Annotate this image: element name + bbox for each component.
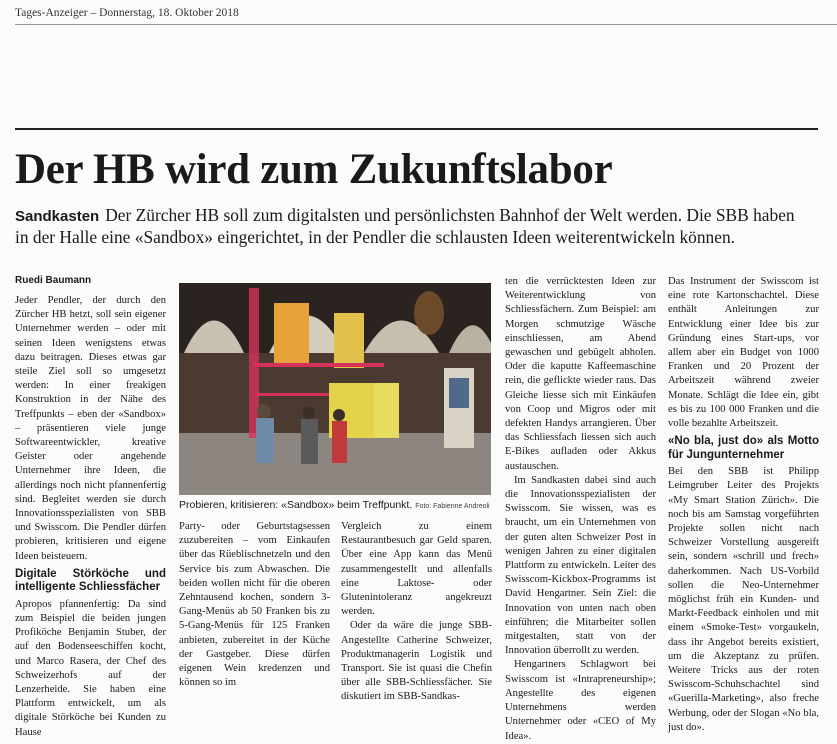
article-headline: Der HB wird zum Zukunftslabor — [15, 146, 613, 193]
photo-caption — [179, 499, 499, 511]
body-paragraph: Party- oder Geburtstagsessen zuzubereiten – vom Einkaufen über das Rüeblischnetzeln und den Service bis zum Abwaschen. Die beiden wollen nicht für die oberen Zehntausend kochen, sondern 3-Gang-Menüs ab 50 Franken bis zu 5-Gang-Menüs für 125 Franken anbieten, zubereitet in der Küche der Gastgeber. Diese dürfen eigenen Wein kredenzen und können so im — [179, 521, 330, 689]
photo-credit: Foto: Fabienne Andreoli — [415, 503, 490, 510]
subheading: Digitale Störköche und intelligente Schliessfächer — [15, 567, 166, 594]
body-paragraph: Oder da wäre die junge SBB-Angestellte Catherine Schweizer, Produktmanagerin Logistik und Transport. Sie ist quasi die Chefin über alle SBB-Schliessfächer. Sie diskutiert im SBB-Sandkas- — [341, 620, 492, 703]
body-paragraph: Im Sandkasten dabei sind auch die Innovationsspezialisten der Swisscom. Sie wissen, was es braucht, um ein Unternehmen von der guten alten Schweizer Post in wenigen Jahren zu einer digitalen Plattform zu entwickeln. Leiter des Swisscom-Kickbox-Programms ist David Hengartner. Sein Ziel: die Innovation von unten nach oben einführen; die Mitarbeiter sollen mitgestalten, statt von der Innovation überrollt zu werden. — [505, 474, 656, 657]
body-paragraph: Jeder Pendler, der durch den Zürcher HB hetzt, soll sein eigener Unternehmer werden – oder mit seinen Ideen wenigstens etwas dazu beitragen. Dieses etwas gar steile Ziel soll so umgesetzt werden: In einer freakigen Konstruktion in der Nähe des Treffpunkts – eben der «Sandbox» – präsentieren viele junge Softwareentwickler, kreative Geister oder angehende Unternehmer ihre Ideen, die allerdings noch nicht pfannenfertig sind. Begleitet werden sie durch Innovationsspezialisten von SBB und Swisscom. Die Pendler dürfen probieren, kritisieren und eigene Ideen beisteuern. — [15, 295, 166, 562]
body-paragraph: ten die verrücktesten Ideen zur Weiterentwicklung von Schliessfächern. Zum Beispiel: am Morgen schmutzige Wäsche einschliessen, am Abend gewaschen und gebügelt abholen. Oder die kaputte Kaffeemaschine rein, die geflickte wieder raus. Das Gleiche liesse sich mit Einkäufen von Coop und Migros oder mit defekten Handys arrangieren. Über das Schliessfach liessen sich auch E-Bikes aufladen oder Akkus austauschen. — [505, 276, 656, 472]
body-paragraph: Hengartners Schlagwort bei Swisscom ist «Intrapreneurship»; Angestellte des eigenen Unternehmens werden Unternehmer oder «CEO of My Idea». — [505, 659, 656, 742]
article-photo — [179, 283, 491, 495]
article-kicker: Sandkasten — [15, 208, 100, 225]
sandbox-photo-illustration — [179, 283, 491, 495]
masthead-rule — [15, 24, 837, 25]
column-3 — [341, 520, 492, 705]
caption-text: Probieren, kritisieren: «Sandbox» beim Treffpunkt. — [179, 499, 413, 511]
body-paragraph: Bei den SBB ist Philipp Leimgruber Leiter des Projekts «My Smart Station Zürich». Die noch bis am Samstag vorgeführten Projekte sollen nicht nach Schweizer Vorstellung ausgereift sein, sondern «schrill und frech» daherkommen. Nach US-Vorbild sollen die Neo-Unternehmer möglichst früh ein Kunden- und Markt-Feedback einholen und mit einem «Smoke-Test» vorgaukeln, dass ihr Angebot bereits existiert, um die Akzeptanz zu prüfen. Weitere Tricks aus der roten Swisscom-Schuhschachtel sind «Guerilla-Marketing», also freche Werbung, oder der Slogan «No bla, just do». — [668, 466, 819, 733]
body-paragraph: Apropos pfannenfertig: Da sind zum Beispiel die beiden jungen Profiköche Benjamin Stuber, der auf den Bodenseeschiffen kocht, und Marco Rasera, der Chef des Schweizerhofs auf der Lenzerheide. Sie haben eine Plattform entwickelt, um als digitale Störköche bei Kunden zu Hause — [15, 598, 166, 738]
body-paragraph: Das Instrument der Swisscom ist eine rote Kartonschachtel. Diese enthält Anleitungen zur Entwicklung einer Idee bis zur Gründung eines Start-ups, vor allem aber ein Budget von 1000 Franken und 20 Prozent der Arbeitszeit während zweier Monate. Schlägt die Idee ein, gibt es bis zu 100 000 Franken und die volle bezahlte Arbeitszeit. — [668, 276, 819, 430]
column-5 — [668, 275, 819, 735]
author-byline: Ruedi Baumann — [15, 275, 92, 286]
subheading: «No bla, just do» als Motto für Jungunternehmer — [668, 435, 819, 461]
article-top-rule — [15, 128, 818, 130]
column-2 — [179, 520, 330, 690]
article-lead — [15, 205, 805, 248]
lead-text: Der Zürcher HB soll zum digitalsten und persönlichsten Bahnhof der Welt werden. Die SBB haben in der Halle eine «Sandbox» eingerichtet, in der Pendler die schlausten Ideen weiterentwickeln können. — [15, 205, 795, 247]
body-paragraph: Vergleich zu einem Restaurantbesuch gar Geld sparen. Über eine App kann das Menü zusammengestellt und allenfalls eine Laktose- oder Glutenintoleranz angekreuzt werden. — [341, 521, 492, 618]
column-1 — [15, 294, 166, 740]
newspaper-masthead: Tages-Anzeiger – Donnerstag, 18. Oktober 2018 — [15, 7, 239, 19]
column-4 — [505, 275, 656, 744]
